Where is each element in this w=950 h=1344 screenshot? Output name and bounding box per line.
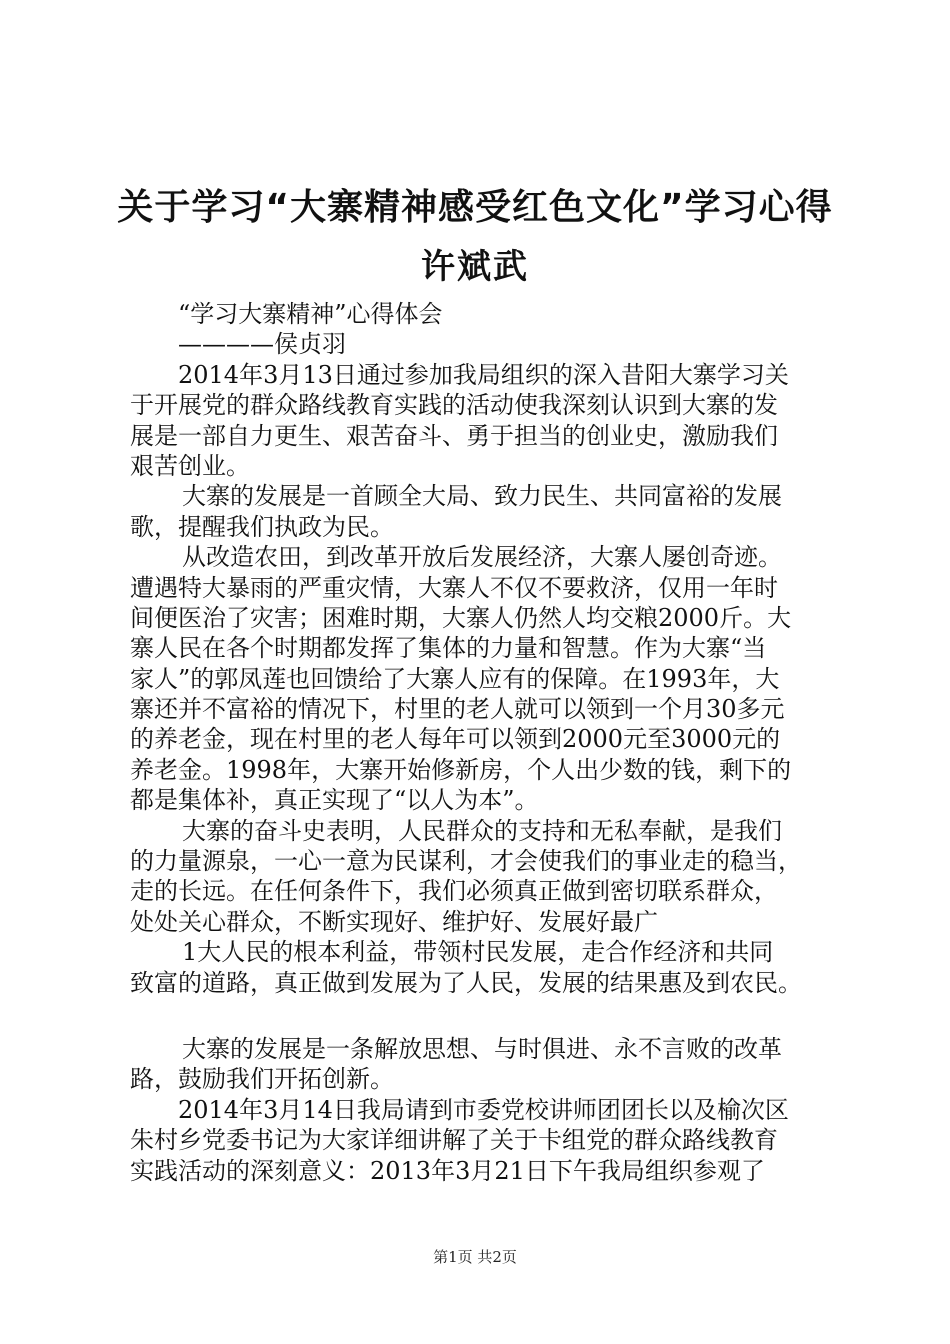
- paragraph-line: 大寨的发展是一条解放思想、与时俱进、永不言败的改革: [182, 1034, 782, 1063]
- paragraph-line: 路，鼓励我们开拓创新。: [130, 1065, 394, 1094]
- paragraph-line: 致富的道路，真正做到发展为了人民，发展的结果惠及到农民。: [130, 968, 802, 997]
- paragraph-line: 寨人民在各个时期都发挥了集体的力量和智慧。作为大寨“当: [130, 634, 767, 663]
- page-number-footer: 第1页 共2页: [433, 1248, 517, 1266]
- paragraph-line: 的养老金，现在村里的老人每年可以领到2000元至3000元的: [130, 725, 781, 754]
- paragraph-line: 歌，提醒我们执政为民。: [130, 512, 394, 541]
- paragraph-line: 寨还并不富裕的情况下，村里的老人就可以领到一个月30多元: [130, 695, 785, 724]
- paragraph-line: 间便医治了灾害；困难时期，大寨人仍然人均交粮2000斤。大: [130, 603, 792, 632]
- paragraph-line: 走的长远。在任何条件下，我们必须真正做到密切联系群众，: [130, 877, 778, 906]
- document-author: 许斌武: [421, 247, 529, 287]
- paragraph-line: 1大人民的根本利益，带领村民发展，走合作经济和共同: [182, 938, 774, 967]
- paragraph-line: 实践活动的深刻意义：2013年3月21日下午我局组织参观了: [130, 1156, 765, 1185]
- paragraph-line: 2014年3月14日我局请到市委党校讲师团团长以及榆次区: [178, 1095, 789, 1124]
- subtitle-line: “学习大寨精神”心得体会: [178, 300, 443, 328]
- document-title: 关于学习“大寨精神感受红色文化”学习心得: [117, 187, 833, 228]
- blank-line: [130, 998, 832, 1034]
- paragraph-line: 朱村乡党委书记为大家详细讲解了关于卡组党的群众路线教育: [130, 1126, 778, 1155]
- document-body: [130, 299, 832, 1186]
- paragraph-line: 养老金。1998年，大寨开始修新房，个人出少数的钱，剩下的: [130, 755, 792, 784]
- paragraph-line: 大寨的发展是一首顾全大局、致力民生、共同富裕的发展: [182, 482, 782, 511]
- paragraph-line: 都是集体补，真正实现了“以人为本”。: [130, 786, 539, 815]
- paragraph-line: 艰苦创业。: [130, 451, 250, 480]
- paragraph-line: 大寨的奋斗史表明，人民群众的支持和无私奉献，是我们: [182, 816, 782, 845]
- paragraph-line: 展是一部自力更生、艰苦奋斗、勇于担当的创业史，激励我们: [130, 421, 778, 450]
- paragraph-line: 从改造农田，到改革开放后发展经济，大寨人屡创奇迹。: [182, 543, 782, 572]
- paragraph-line: 家人”的郭凤莲也回馈给了大寨人应有的保障。在1993年，大: [130, 664, 780, 693]
- paragraph-line: 遭遇特大暴雨的严重灾情，大寨人不仅不要救济，仅用一年时: [130, 573, 778, 602]
- byline: ————侯贞羽: [178, 330, 346, 359]
- paragraph-line: 于开展党的群众路线教育实践的活动使我深刻认识到大寨的发: [130, 391, 778, 420]
- paragraph-line: 处处关心群众，不断实现好、维护好、发展好最广: [130, 907, 658, 936]
- paragraph-line: 的力量源泉，一心一意为民谋利，才会使我们的事业走的稳当，: [130, 847, 802, 876]
- paragraph-line: 2014年3月13日通过参加我局组织的深入昔阳大寨学习关: [178, 360, 789, 389]
